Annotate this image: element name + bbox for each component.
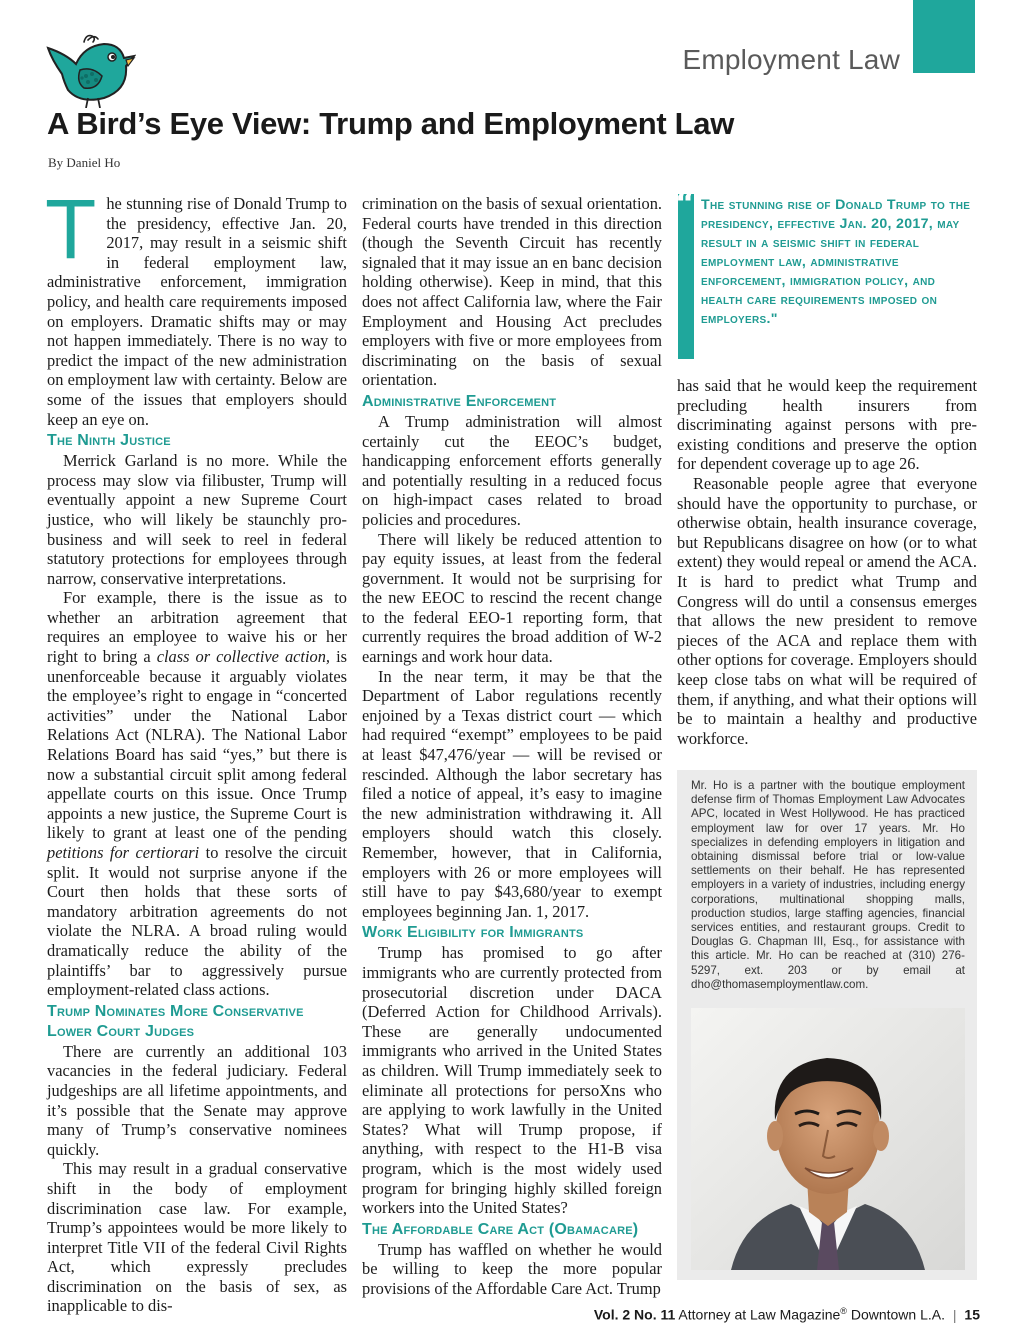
heading-work-eligibility: Work Eligibility for Immigrants xyxy=(362,924,584,942)
page-footer xyxy=(430,1306,980,1323)
paragraph: There are currently an additional 103 vacancies in the federal judiciary. Federal judgeships are all lifetime appointments, and it’s possible that the Senate may approve many of Trump’s conservative nominees quickly. xyxy=(47,1041,347,1159)
heading-administrative-enforcement: Administrative Enforcement xyxy=(362,392,557,410)
paragraph: In the near term, it may be that the Department of Labor regulations recently enjoined by a Texas district court — which had required “exempt” employees to be paid at least $47,476/year — will be revised or rescinded. Although the labor secretary has filed a notice of appeal, it’s easy to imagine the new administration withdrawing it. All employers should watch this closely. Remember, however, that in California, employers with 26 or more employees will still have to pay $43,680/year to exempt employees beginning Jan. 1, 2017. xyxy=(362,666,662,921)
registered-mark: ® xyxy=(840,1306,847,1316)
paragraph: A Trump administration will almost certainly cut the EEOC’s budget, handicapping enforcement efforts generally and potentially resulting in a reduced focus on high-impact cases related to broad policies and procedures. xyxy=(362,411,662,529)
heading-affordable-care-act: The Affordable Care Act (Obamacare) xyxy=(362,1220,639,1238)
issue-label: Vol. 2 No. 11 xyxy=(593,1306,676,1323)
heading-judges: Trump Nominates More Conservative Lower Court Judges xyxy=(47,1002,304,1040)
paragraph: has said that he would keep the requirement precluding health insurers from discriminating against persons with pre-existing conditions and preserve the option for dependent coverage up to age 26. xyxy=(677,376,977,474)
article-column-2 xyxy=(362,194,662,1298)
page-number: 15 xyxy=(964,1306,980,1323)
paragraph: Reasonable people agree that everyone should have the opportunity to purchase, or otherwise obtain, health insurance coverage, but Republicans disagree on how (or to what extent) they would repeal or amend the ACA. It is hard to predict what Trump and Congress will do until a consensus emerges that allows the new president to remove pieces of the ACA and replace them with other options for coverage. Employers should keep close tabs on what will be required of them, if anything, and what their options will be to maintain a healthy and productive workforce. xyxy=(677,473,977,748)
magazine-name: Attorney at Law Magazine xyxy=(678,1306,841,1323)
paragraph: Merrick Garland is no more. While the process may slow via filibuster, Trump will eventually appoint a new Supreme Court justice, who will likely be staunchly pro-business and will seek to reel in federal statutory protections for employees through narrow, conservative interpretations. xyxy=(47,451,347,588)
byline: By Daniel Ho xyxy=(48,155,121,170)
section-label: Employment Law xyxy=(682,44,900,75)
section-color-tab xyxy=(913,0,975,73)
italic-text: petitions for certiorari xyxy=(47,843,200,862)
edition-name: Downtown L.A. xyxy=(850,1306,945,1323)
article-column-1 xyxy=(45,182,347,1316)
pullquote: The stunning rise of Donald Trump to the presidency, effective Jan. 20, 2017, may result in a seismic shift in federal employment law, administrative enforcement, immigration policy, and health care requirements imposed on employers." xyxy=(701,197,971,327)
footer-divider: | xyxy=(952,1306,957,1323)
portrait-photo xyxy=(691,1008,965,1270)
italic-text: class or collective action, xyxy=(156,647,331,667)
text-run: is unenforceable because it arguably violates the employee’s right to engage in “concerted activities” under the National Labor Relations Act (NLRA). The National Labor Relations Board has said “yes,” but there is now a substantial circuit split among federal appellate courts on this issue. Once Trump appoints a new justice, the Supreme Court is likely to grant at least one of the pending xyxy=(47,647,347,843)
paragraph: There will likely be reduced attention to pay equity issues, at least from the federal government. It would not be surprising for the new EEOC to rescind the recent change to the federal EEO-1 reporting form, that currently requires the broad addition of W-2 earnings and work hour data. xyxy=(362,529,662,667)
paragraph: Trump has promised to go after immigrants who are currently protected from prosecutorial discretion under DACA (Deferred Action for Childhood Arrivals). These are generally undocumented immigrants who arrived in the United States as children. Will Trump immediately seek to eliminate all protections for persoXns who are applying to work lawfully in the United States? What will Trump propose, if anything, with respect to the H1-B visa program, which is the most widely used program for bringing highly skilled foreign workers into the United States? xyxy=(362,943,662,1218)
author-bio: Mr. Ho is a partner with the boutique employment defense firm of Thomas Employment Law Advocates APC, located in West Hollywood. He has practiced employment law for over 17 years. Mr. Ho specializes in defending employers in litigation and obtaining dismissal before trial or low-value settlements on their behalf. He has represented employers in a variety of industries, including energy corporations, multinational shopping malls, production studios, large staffing agencies, financial services entities, and restaurant groups. Credit to Douglas G. Chapman III, Esq., for assistance with this article. Mr. Ho can be reached at (310) 276-5297, ext. 203 or by email at dho@thomasemploymentlaw.com. xyxy=(691,779,965,991)
paragraph: crimination on the basis of sexual orientation. Federal courts have trended in this direction (though the Seventh Circuit has recently signaled that it may issue an en banc decision holding otherwise). Keep in mind, that this does not affect California law, where the Fair Employment and Housing Act precludes employers with five or more employees from discriminating on the basis of sexual orientation. xyxy=(362,194,662,390)
quote-mark-icon: “ xyxy=(675,186,695,221)
bird-icon xyxy=(44,30,136,108)
text-run: to resolve the circuit split. It would not surprise anyone if the Court then holds that these sorts of mandatory arbitration agreements do not violate the NLRA. A broad ruling would dramatically reduce the ability of the plaintiffs’ bar to aggressively pursue employment-related class actions. xyxy=(47,843,347,1000)
paragraph: Trump has waffled on whether he would be willing to keep the more popular provisions of the Affordable Care Act. Trump xyxy=(362,1239,662,1298)
article-title: A Bird’s Eye View: Trump and Employment Law xyxy=(47,106,735,141)
intro-text: he stunning rise of Donald Trump to the presidency, effective Jan. 20, 2017, may result in a seismic shift in federal employment law, administrative enforcement, immigration policy, and health care requirements imposed on employers. Dramatic shifts may or may not happen immediately. There is no way to predict the impact of the new administration on employment law with certainty. Below are some of the issues that employers should keep an eye on. xyxy=(47,194,347,429)
heading-ninth-justice: The Ninth Justice xyxy=(47,432,171,450)
paragraph xyxy=(47,588,347,999)
paragraph: This may result in a gradual conservative shift in the body of employment discrimination case law. For example, Trump’s appointees would be more likely to interpret Title VII of the federal Civil Rights Act, which expressly precludes discrimination on the basis of sex, as inapplicable to dis- xyxy=(47,1159,347,1316)
intro-paragraph xyxy=(45,182,347,429)
article-column-3 xyxy=(677,376,977,748)
text-run: For example, there is the issue as to whether an arbitration agreement that requires an employee to waive his or her right to bring a xyxy=(47,588,347,667)
drop-cap: T xyxy=(45,182,97,276)
